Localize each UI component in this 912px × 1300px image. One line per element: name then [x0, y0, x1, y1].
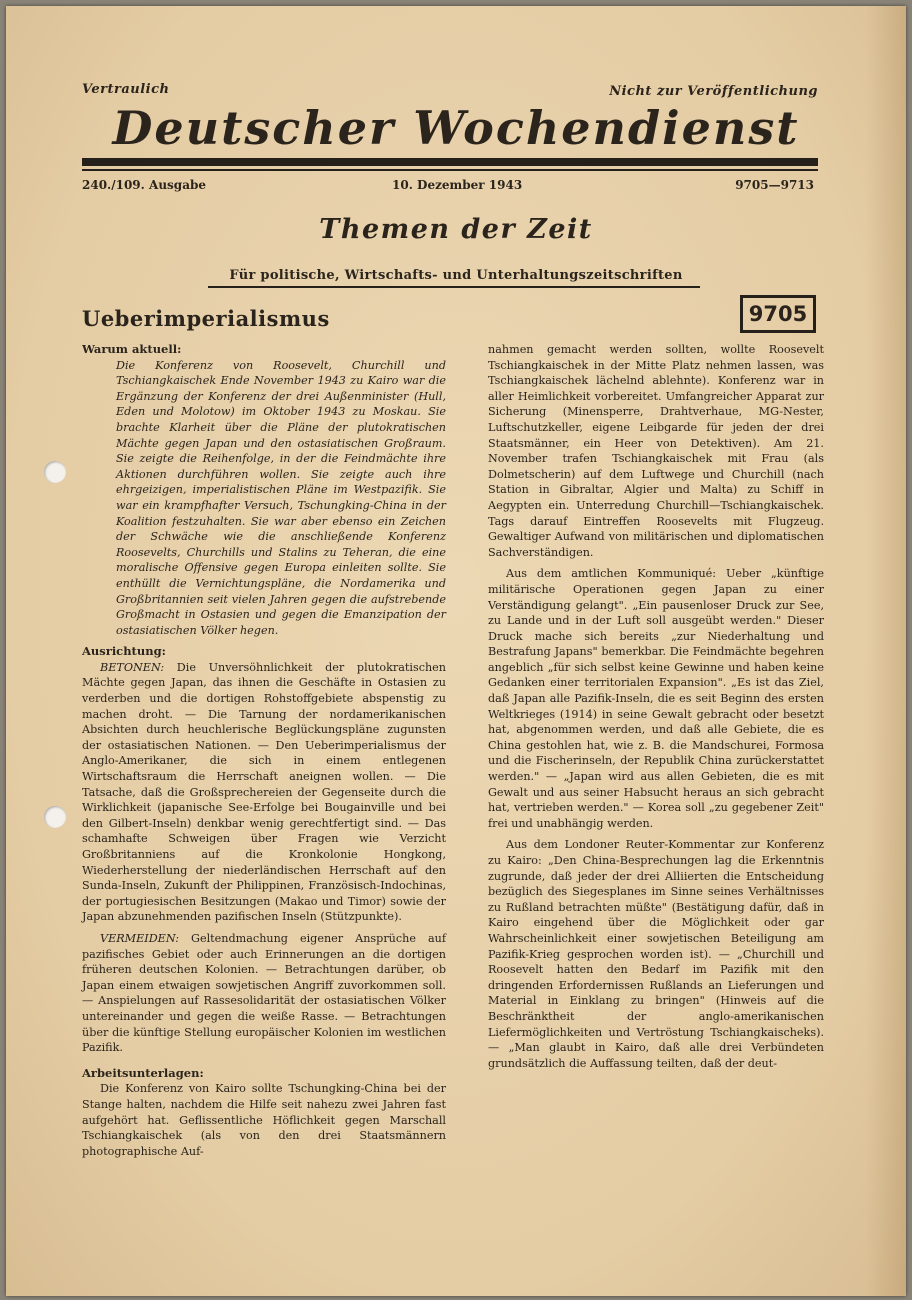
section-subtitle: Für politische, Wirtschafts- und Unterhaltungszeitschriften [229, 268, 683, 283]
left-column [82, 342, 446, 1159]
right-paragraph-3: Aus dem Londoner Reuter-Kommentar zur Konferenz zu Kairo: „Den China-Besprechungen lag die Erkenntnis zugrunde, daß jeder der drei Alliierten die Entscheidung bezüglich des Siegesplanes im Sinne seines Verhältnisses zu Rußland betrachten müßte" (Bestätigung dafür, daß in Kairo eingehend über die Möglichkeit oder gar Wahrscheinlichkeit einer sowjetischen Beteiligung am Pazifik-Krieg gesprochen worden ist). — „Churchill und Roosevelt hatten den Bedarf im Pazifik mit den dringenden Erfordernissen Rußlands an Lieferungen und Material in Einklang zu bringen" (Hinweis auf die Beschränktheit der anglo-amerikanischen Liefermöglichkeiten und Vertröstung Tschiangkaischeks). — „Man glaubt in Kairo, daß alle drei Verbündeten grundsätzlich die Auffassung teilten, daß der deut- [488, 838, 824, 1070]
emphasize-paragraph [82, 660, 446, 925]
not-for-publication-label: Nicht zur Veröffentlichung [609, 84, 818, 99]
article-title: Ueberimperialismus [82, 306, 330, 331]
punch-hole [44, 806, 66, 828]
section-title: Themen der Zeit [319, 214, 593, 245]
punch-hole [44, 461, 66, 483]
avoid-label: VERMEIDEN: [100, 931, 180, 945]
avoid-paragraph [82, 931, 446, 1056]
document-page [6, 6, 906, 1296]
issue-date: 10. Dezember 1943 [392, 178, 523, 192]
right-paragraph-1: nahmen gemacht werden sollten, wollte Roosevelt Tschiangkaischek in der Mitte Platz nehmen lassen, was Tschiangkaischek lächelnd ablehnte). Konferenz war in aller Heimlichkeit vorbereitet. Umfangreicher Apparat zur Sicherung (Minensperre, Drahtverhaue, MG-Nester, Luftschutzkeller, eigene Leibgarde für jeden der drei Staatsmänner, ein Heer von Detektiven). Am 21. November trafen Tschiangkaischek mit Frau (als Dolmetscherin) auf dem Luftwege und Churchill (nach Station in Gibraltar, Algier und Malta) zu Schiff in Aegypten ein. Unterredung Churchill—Tschiangkaischek. Tags darauf Eintreffen Roosevelts mit Flugzeug. Gewaltiger Aufwand von militärischen und diplomatischen Sachverständigen. [488, 343, 824, 559]
working-documents-heading: Arbeitsunterlagen: [82, 1065, 204, 1080]
article-number-box: 9705 [740, 295, 816, 333]
subtitle-underline [208, 286, 700, 288]
paper-edge-shading [866, 6, 906, 1296]
orientation-heading: Ausrichtung: [82, 644, 166, 659]
masthead-rule-thin [82, 169, 818, 171]
number-range: 9705—9713 [735, 178, 814, 192]
working-documents-text: Die Konferenz von Kairo sollte Tschungking-China bei der Stange halten, nachdem die Hilfe seit nahezu zwei Jahren fast aufgehört hat. Geflissentliche Höflichkeit gegen Marschall Tschiangkaischek (als von den drei Staatsmännern photographische Auf- [82, 1082, 446, 1158]
avoid-text: Geltendmachung eigener Ansprüche auf pazifisches Gebiet oder auch Erinnerungen an die dortigen früheren deutschen Kolonien. — Betrachtungen darüber, ob Japan einem etwaigen sowjetischen Angriff zuvorkommen soll. — Anspielungen auf Rassesolidarität der ostasiatischen Völker untereinander und gegen die weiße Rasse. — Betrachtungen über die künftige Stellung europäischer Kolonien im westlichen Pazifik. [82, 931, 446, 1055]
why-current-text: Die Konferenz von Roosevelt, Churchill und Tschiangkaischek Ende November 1943 zu Kairo war die Ergänzung der Konferenz der drei Außenminister (Hull, Eden und Molotow) im Oktober 1943 zu Moskau. Sie brachte Klarheit über die Pläne der plutokratischen Mächte gegen Japan und den ostasiatischen Großraum. Sie zeigte die Reihenfolge, in der die Feindmächte ihre Aktionen durchführen wollen. Sie zeigte auch ihre ehrgeizigen, imperialistischen Pläne im Westpazifik. Sie war ein krampfhafter Versuch, Tschungking-China in der Koalition festzuhalten. Sie war aber ebenso ein Zeichen der Schwäche wie die anschließende Konferenz Roosevelts, Churchills und Stalins zu Teheran, die eine moralische Offensive gegen Europa einleiten sollte. Sie enthüllt die Vernichtungspläne, die Nordamerika und Großbritannien seit vielen Jahren gegen die aufstrebende Großmacht in Ostasien und gegen die Emanzipation der ostasiatischen Völker hegen. [116, 358, 446, 637]
emphasize-label: BETONEN: [100, 660, 165, 674]
masthead-rule [82, 158, 818, 166]
emphasize-text: Die Unversöhnlichkeit der plutokratischen Mächte gegen Japan, das ihnen die Geschäfte in Ostasien zu verderben und die dortigen Rohstoffgebiete abspenstig zu machen droht. — Die Tarnung der nordamerikanischen Absichten durch heuchlerische Beglückungspläne zugunsten der ostasiatischen Nationen. — Den Ueberimperialismus der Anglo-Amerikaner, die sich in einem entlegenen Wirtschaftsraum die Herrschaft aneignen wollen. — Die Tatsache, daß die Großsprechereien der Gegenseite durch die Wirklichkeit (japanische See-Erfolge bei Bougainville und bei den Gilbert-Inseln) denkbar wenig gerechtfertigt sind. — Das schamhafte Schweigen über Fragen wie Verzicht Großbritanniens auf die Kronkolonie Hongkong, Wiederherstellung der niederländischen Herrschaft auf den Sunda-Inseln, Zukunft der Philippinen, Französisch-Indochinas, der portugiesischen Besitzungen (Makao und Timor) sowie der Japan abzunehmenden pazifischen Inseln (Stützpunkte). [82, 660, 446, 924]
right-column [488, 342, 824, 1071]
confidential-label: Vertraulich [82, 82, 170, 97]
right-paragraph-2: Aus dem amtlichen Kommuniqué: Ueber „künftige militärische Operationen gegen Japan zu einer Verständigung gelangt". „Ein pausenloser Druck zur See, zu Lande und in der Luft soll ausgeübt werden." Dieser Druck mache sich bereits „zur Niederhaltung und Bestrafung Japans" bemerkbar. Die Feindmächte begehren angeblich „für sich selbst keine Gewinne und haben keine Gedanken einer territorialen Expansion". „Es ist das Ziel, daß Japan alle Pazifik-Inseln, die es seit Beginn des ersten Weltkrieges (1914) in seine Gewalt gebracht oder besetzt hat, abgenommen werden, und daß alle Gebiete, die es China gestohlen hat, wie z. B. die Mandschurei, Formosa und die Fischerinseln, der Republik China zurückerstattet werden." — „Japan wird aus allen Gebieten, die es mit Gewalt und aus seiner Habsucht heraus an sich gebracht hat, vertrieben werden." — Korea soll „zu gegebener Zeit" frei und unabhängig werden. [488, 567, 824, 830]
edition-number: 240./109. Ausgabe [82, 178, 206, 192]
why-current-heading: Warum aktuell: [82, 342, 182, 356]
masthead-title: Deutscher Wochendienst [112, 101, 800, 155]
